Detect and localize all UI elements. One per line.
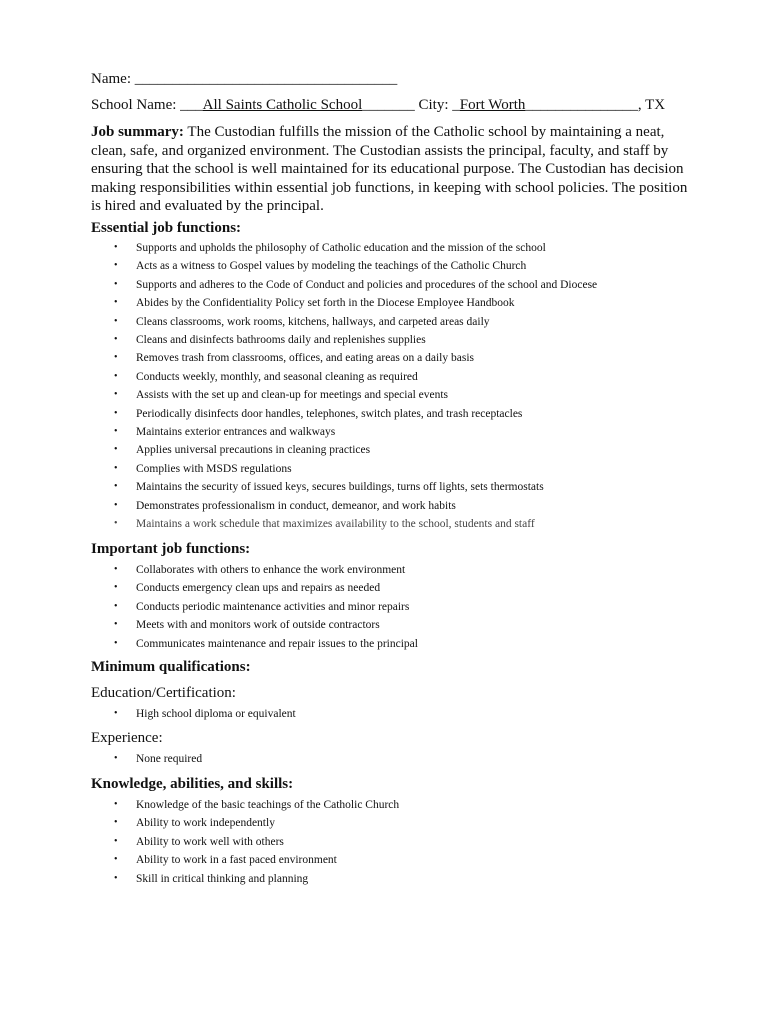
- list-item-text: Ability to work independently: [136, 817, 275, 830]
- bullet-icon: •: [114, 872, 118, 884]
- list-item-text: Removes trash from classrooms, offices, and eating areas on a daily basis: [136, 352, 474, 365]
- list-item-text: Supports and upholds the philosophy of Catholic education and the mission of the school: [136, 242, 546, 254]
- list-item-text: Demonstrates professionalism in conduct, demeanor, and work habits: [136, 499, 456, 512]
- bullet-icon: •: [114, 278, 118, 290]
- bullet-icon: •: [114, 518, 118, 530]
- school-name-value: All Saints Catholic School: [202, 97, 363, 113]
- job-summary-label: Job summary:: [91, 124, 184, 140]
- list-item-text: None required: [136, 753, 203, 765]
- bullet-icon: •: [114, 835, 118, 847]
- list-item: [0, 368, 597, 386]
- list-item-text: Ability to work well with others: [136, 835, 284, 848]
- list-item: [0, 423, 597, 441]
- essential-heading: Essential job functions:: [91, 220, 242, 236]
- city-suffix: _______________, TX: [525, 97, 666, 113]
- list-item-text: Conducts emergency clean ups and repairs as needed: [136, 582, 381, 595]
- bullet-icon: •: [114, 315, 118, 327]
- list-item: [0, 257, 597, 275]
- knowledge-list: [0, 796, 399, 888]
- list-item: [0, 441, 597, 459]
- bullet-icon: •: [114, 753, 118, 764]
- list-item: [0, 331, 597, 349]
- list-item: [0, 515, 597, 533]
- list-item-text: Meets with and monitors work of outside contractors: [136, 619, 380, 632]
- important-heading: Important job functions:: [91, 541, 251, 557]
- name-field-line: [91, 70, 397, 88]
- list-item-text: Cleans and disinfects bathrooms daily and replenishes supplies: [136, 334, 426, 347]
- list-item: [0, 814, 399, 832]
- list-item-text: Abides by the Confidentiality Policy set forth in the Diocese Employee Handbook: [136, 297, 515, 310]
- list-item-text: Cleans classrooms, work rooms, kitchens, hallways, and carpeted areas daily: [136, 315, 490, 328]
- job-summary-text: The Custodian fulfills the mission of the Catholic school by maintaining a neat, clean, safe, and organized environment. The Custodian assists the principal, faculty, and staff by ensuring that the school is well maintained for its educational purpose. The Custodian has decision making responsibilities within essential job functions, in keeping with school policies. The position is hired and evaluated by the principal.: [91, 124, 688, 214]
- bullet-icon: •: [114, 352, 118, 364]
- school-prefix: School Name: ___: [91, 97, 203, 113]
- list-item: [0, 239, 597, 257]
- bullet-icon: •: [114, 260, 118, 272]
- list-item: [0, 349, 597, 367]
- list-item-text: Supports and adheres to the Code of Conduct and policies and procedures of the school and Diocese: [136, 278, 598, 291]
- education-list: [0, 705, 296, 723]
- list-item: [0, 833, 399, 851]
- bullet-icon: •: [114, 499, 118, 511]
- list-item: [0, 870, 399, 888]
- list-item: [0, 294, 597, 312]
- list-item-text: Acts as a witness to Gospel values by modeling the teachings of the Catholic Church: [136, 260, 527, 273]
- bullet-icon: •: [114, 708, 118, 719]
- list-item: [0, 750, 202, 768]
- bullet-icon: •: [114, 564, 118, 575]
- city-value: Fort Worth: [459, 97, 526, 113]
- list-item: [0, 405, 597, 423]
- name-label: Name: ___________________________________: [91, 71, 398, 87]
- list-item-text: Collaborates with others to enhance the work environment: [136, 564, 406, 576]
- bullet-icon: •: [114, 426, 118, 438]
- list-item-text: Communicates maintenance and repair issues to the principal: [136, 637, 418, 650]
- list-item-text: Ability to work in a fast paced environment: [136, 854, 337, 867]
- list-item: [0, 460, 597, 478]
- bullet-icon: •: [114, 407, 118, 419]
- bullet-icon: •: [114, 370, 118, 382]
- experience-list: [0, 750, 202, 768]
- bullet-icon: •: [114, 799, 118, 810]
- list-item: [0, 796, 399, 814]
- list-item-text: Maintains exterior entrances and walkways: [136, 426, 336, 439]
- list-item-text: Applies universal precautions in cleaning practices: [136, 444, 371, 457]
- bullet-icon: •: [114, 637, 118, 649]
- bullet-icon: •: [114, 582, 118, 594]
- bullet-icon: •: [114, 600, 118, 612]
- school-suffix: _______ City: _: [362, 97, 460, 113]
- bullet-icon: •: [114, 444, 118, 456]
- list-item: [0, 579, 418, 597]
- qualifications-heading: Minimum qualifications:: [91, 659, 251, 675]
- list-item-text: Conducts periodic maintenance activities and minor repairs: [136, 600, 410, 613]
- bullet-icon: •: [114, 619, 118, 631]
- bullet-icon: •: [114, 389, 118, 401]
- list-item-text: Complies with MSDS regulations: [136, 462, 292, 475]
- bullet-icon: •: [114, 854, 118, 866]
- list-item-text: Knowledge of the basic teachings of the Catholic Church: [136, 799, 400, 811]
- school-city-line: [91, 96, 665, 114]
- list-item-text: High school diploma or equivalent: [136, 708, 296, 720]
- list-item: [0, 635, 418, 653]
- list-item: [0, 313, 597, 331]
- bullet-icon: •: [114, 242, 118, 253]
- list-item: [0, 497, 597, 515]
- bullet-icon: •: [114, 817, 118, 829]
- bullet-icon: •: [114, 334, 118, 346]
- essential-list: [0, 239, 597, 534]
- list-item: [0, 705, 296, 723]
- experience-label: Experience:: [91, 730, 163, 746]
- bullet-icon: •: [114, 481, 118, 493]
- list-item: [0, 616, 418, 634]
- bullet-icon: •: [114, 462, 118, 474]
- list-item: [0, 851, 399, 869]
- list-item: [0, 478, 597, 496]
- important-list: [0, 561, 418, 653]
- list-item: [0, 561, 418, 579]
- list-item-text: Assists with the set up and clean-up for meetings and special events: [136, 389, 449, 402]
- list-item-text: Maintains the security of issued keys, secures buildings, turns off lights, sets thermostats: [136, 481, 544, 494]
- list-item-text: Skill in critical thinking and planning: [136, 872, 309, 885]
- list-item: [0, 598, 418, 616]
- list-item-text: Maintains a work schedule that maximizes availability to the school, students and staff: [136, 518, 535, 531]
- list-item-text: Conducts weekly, monthly, and seasonal cleaning as required: [136, 370, 418, 383]
- knowledge-heading: Knowledge, abilities, and skills:: [91, 776, 294, 792]
- job-summary: [91, 123, 691, 216]
- education-label: Education/Certification:: [91, 685, 236, 701]
- list-item: [0, 276, 597, 294]
- bullet-icon: •: [114, 297, 118, 309]
- list-item: [0, 386, 597, 404]
- list-item-text: Periodically disinfects door handles, telephones, switch plates, and trash receptacles: [136, 407, 523, 420]
